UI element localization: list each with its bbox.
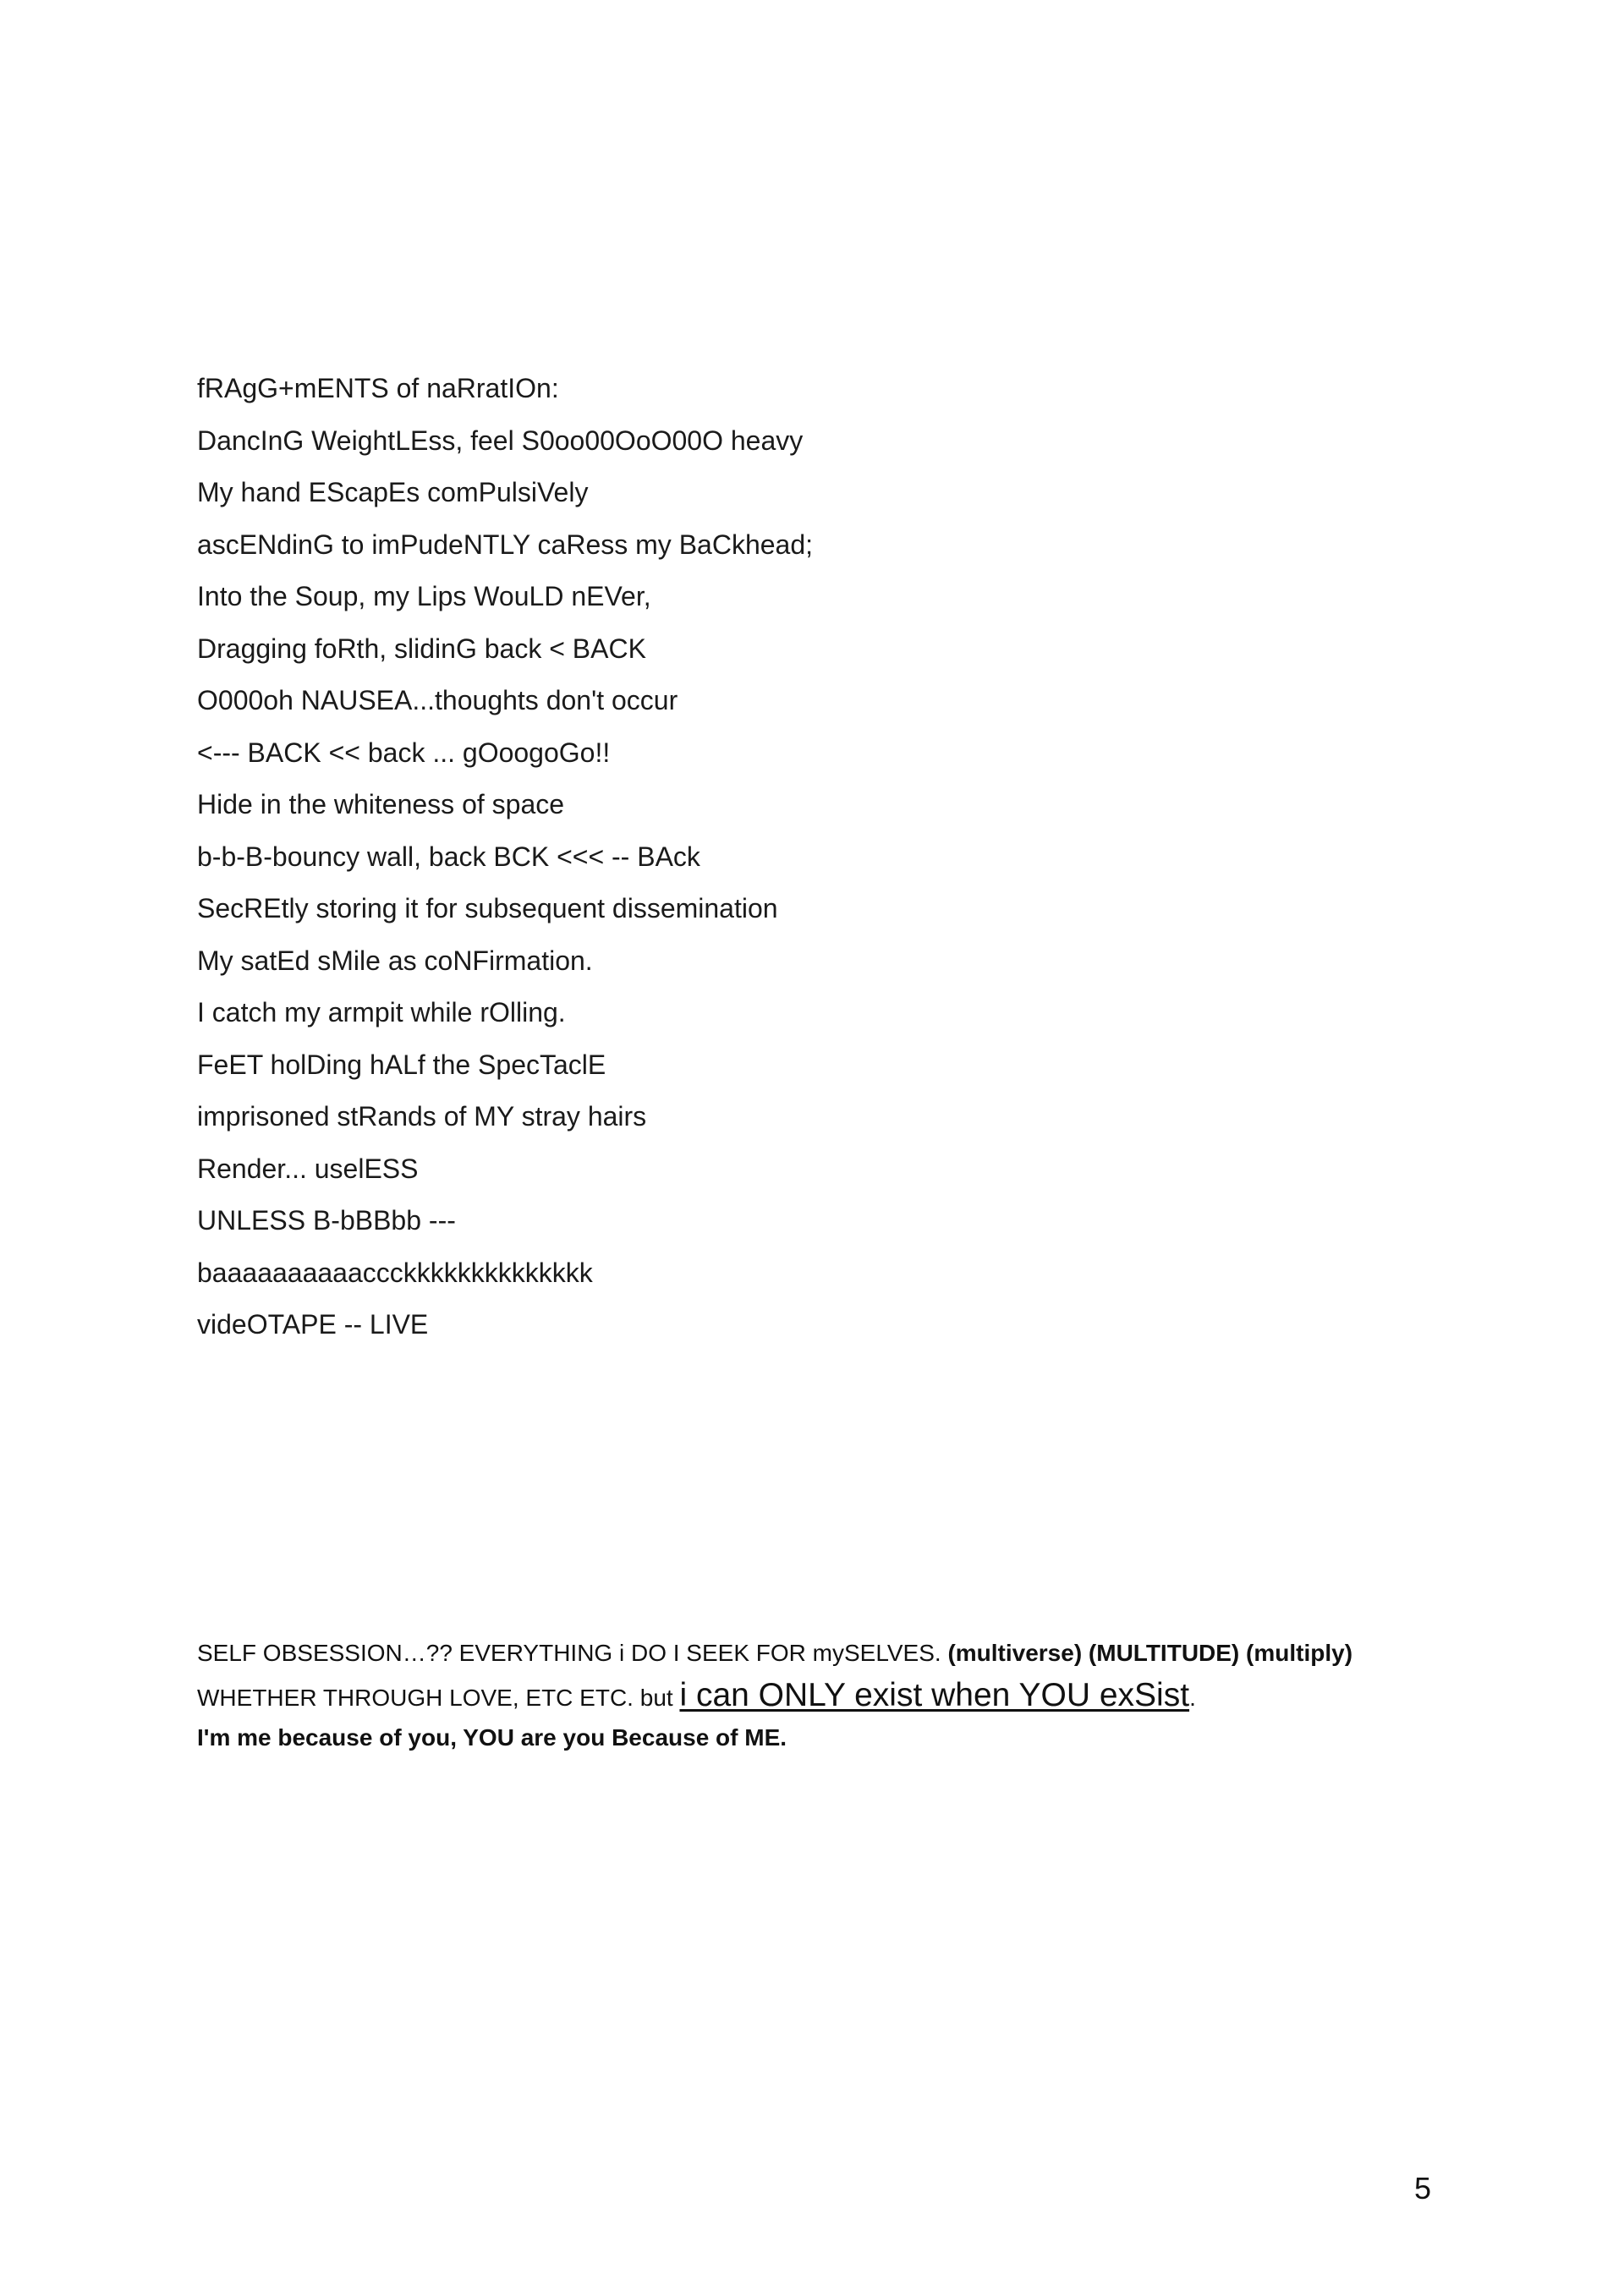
page-number: 5 xyxy=(1414,2171,1432,2206)
poem-line: DancInG WeightLEss, feel S0oo00OoO00O heavy xyxy=(197,425,804,456)
poem-line: Hide in the whiteness of space xyxy=(197,789,565,819)
poem-line: fRAgG+mENTS of naRratIOn: xyxy=(197,373,559,403)
poem-line: UNLESS B-bBBbb --- xyxy=(197,1205,456,1236)
poem-line: baaaaaaaaaaccckkkkkkkkkkkkkk xyxy=(197,1257,593,1288)
poem-line: Dragging foRth, slidinG back < BACK xyxy=(197,633,646,664)
poem-line: SecREtly storing it for subsequent dissemination xyxy=(197,893,778,923)
poem-line: ascENdinG to imPudeNTLY caRess my BaCkhead; xyxy=(197,529,814,560)
poem-line: I catch my armpit while rOlling. xyxy=(197,997,566,1027)
note-bold-text: (multiverse) (MULTITUDE) (multiply) xyxy=(947,1640,1353,1666)
poem-line: FeET holDing hALf the SpecTaclE xyxy=(197,1049,606,1080)
poem-line: My hand EScapEs comPulsiVely xyxy=(197,477,589,507)
note-text: WHETHER THROUGH LOVE, ETC ETC. but xyxy=(197,1685,680,1711)
note-line-whether xyxy=(197,1674,1466,1717)
poem-line: videOTAPE -- LIVE xyxy=(197,1309,429,1340)
note-period: . xyxy=(1189,1685,1196,1711)
poem-line: imprisoned stRands of MY stray hairs xyxy=(197,1101,647,1132)
note-line-im-me: I'm me because of you, YOU are you Because of ME. xyxy=(197,1724,787,1751)
poem-line: My satEd sMile as coNFirmation. xyxy=(197,945,593,976)
poem-line: O000oh NAUSEA...thoughts don't occur xyxy=(197,685,678,715)
poem-line: <--- BACK << back ... gOoogoGo!! xyxy=(197,737,611,768)
note-emphasis-text: i can ONLY exist when YOU exSist xyxy=(679,1677,1190,1713)
poem-line: Into the Soup, my Lips WouLD nEVer, xyxy=(197,581,651,611)
note-line-self-obsession xyxy=(197,1632,1466,1674)
notes-block xyxy=(197,1632,1466,1759)
poem-line: b-b-B-bouncy wall, back BCK <<< -- BAck xyxy=(197,841,700,872)
note-text: SELF OBSESSION…?? EVERYTHING i DO I SEEK FOR mySELVES. xyxy=(197,1640,948,1666)
poem-line: Render... uselESS xyxy=(197,1153,419,1184)
poem-block xyxy=(197,363,1381,1351)
